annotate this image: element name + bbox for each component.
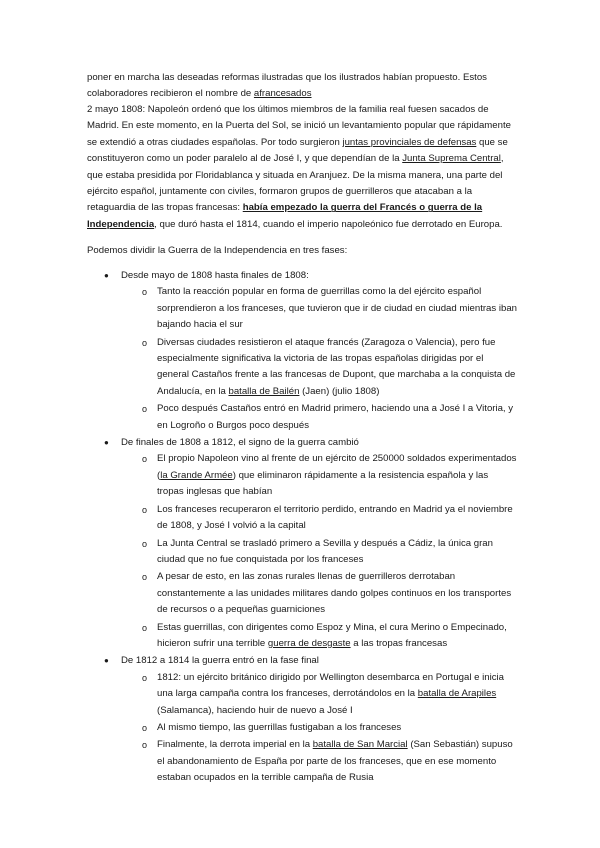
item-text: Poco después Castaños entró en Madrid primero, haciendo una a José I a Vitoria, y en Logroño o Burgos poco después [157, 403, 514, 431]
circle-bullet-icon: o [142, 538, 148, 549]
batalla-arapiles-link[interactable]: batalla de Arapiles [417, 688, 497, 700]
item-text: Estas guerrillas, con dirigentes como Espoz y Mina, el cura Merino o Empecinado, hicieron sufrir una terrible [157, 621, 507, 649]
circle-bullet-icon: o [142, 337, 148, 348]
paragraph-text: , que duró hasta el 1814, cuando el imperio napoleónico fue derrotado en Europa. [154, 218, 503, 230]
bullet-icon: ● [104, 438, 109, 448]
phase-3-items [87, 670, 517, 787]
circle-bullet-icon: o [142, 572, 148, 583]
item-text: Finalmente, la derrota imperial en la [157, 739, 313, 751]
phase-title: Desde mayo de 1808 hasta finales de 1808: [121, 270, 309, 281]
bullet-icon: ● [104, 271, 109, 280]
paragraph-text: 2 mayo 1808: Napoleón ordenó que los últimos miembros de la familia real fuesen sacados de Madrid. En este momento, en la Puerta del Sol, se inició un levantamiento popular que rápidamente se extendió a otras ciudades españolas. Por todo surgieron [87, 104, 511, 148]
phases-list [87, 268, 517, 787]
phase-2 [87, 435, 517, 652]
mayo-1808-paragraph [87, 102, 517, 233]
list-item [87, 670, 517, 719]
item-text: A pesar de esto, en las zonas rurales llenas de guerrilleros derrotaban constantemente a las unidades militares dando golpes continuos en los transportes de recursos o a pequeñas guarniciones [157, 571, 512, 616]
item-text: (Salamanca), haciendo huir de nuevo a José I [157, 704, 353, 716]
phases-intro: Podemos dividir la Guerra de la Independencia en tres fases: [87, 245, 348, 256]
circle-bullet-icon: o [142, 504, 148, 515]
item-text: 1812: un ejército británico dirigido por Wellington desembarca en Portugal e inicia una larga campaña contra los franceses, derrotándolos en la [157, 671, 505, 700]
intro-paragraph [87, 70, 517, 103]
list-item [87, 569, 517, 618]
item-text: El propio Napoleon vino al frente de un ejército de 250000 soldados experimentados ( [157, 453, 517, 481]
list-item [87, 536, 517, 569]
item-text: (San Sebastián) supuso el abandonamiento de España por parte de los franceses, que en ese momento estaban ocupados en la terrible campaña de Rusia [157, 739, 513, 784]
phase-3 [87, 653, 517, 786]
circle-bullet-icon: o [142, 740, 148, 751]
item-text: Tanto la reacción popular en forma de guerrillas como la del ejército español sorprendieron a los franceses, que tuvieron que ir de ciudad en ciudad mientras iban bajando hacia el sur [157, 286, 517, 331]
item-text: a las tropas francesas [350, 637, 448, 649]
juntas-provinciales-link[interactable]: juntas provinciales de defensas [342, 136, 477, 148]
list-item [87, 401, 517, 434]
guerra-independencia-link[interactable]: había empezado la guerra del Francés o guerra de la Independencia [87, 202, 483, 230]
afrancesados-link[interactable]: afrancesados [253, 88, 312, 100]
grande-armee-link[interactable]: la Grande Armée [160, 469, 233, 481]
circle-bullet-icon: o [142, 454, 148, 465]
phase-title: De 1812 a 1814 la guerra entró en la fase final [121, 655, 319, 667]
paragraph-text: , que estaba presidida por Floridablanca y situada en Aranjuez. De la misma manera, una parte del ejército español, juntamente con civiles, formaron grupos de guerrilleros que atacaban a la retaguardia de las tropas francesas: [87, 153, 504, 214]
item-text: La Junta Central se trasladó primero a Sevilla y después a Cádiz, la única gran ciudad que no fue conquistada por los franceses [157, 537, 493, 565]
list-item [87, 335, 517, 401]
list-item [87, 451, 517, 500]
bullet-icon: ● [104, 656, 109, 666]
circle-bullet-icon: o [142, 404, 148, 415]
list-item [87, 720, 517, 736]
item-text: Al mismo tiempo, las guerrillas fustigaban a los franceses [157, 721, 402, 733]
circle-bullet-icon: o [142, 672, 148, 683]
phase-2-items [87, 451, 517, 652]
item-text: ) que eliminaron rápidamente a la resistencia española y las tropas inglesas que habían [157, 469, 489, 498]
list-item [87, 284, 517, 333]
phase-title: De finales de 1808 a 1812, el signo de la guerra cambió [121, 437, 359, 449]
batalla-san-marcial-link[interactable]: batalla de San Marcial [312, 739, 408, 751]
circle-bullet-icon: o [142, 622, 148, 633]
guerra-desgaste-link[interactable]: guerra de desgaste [267, 637, 351, 649]
junta-suprema-central-link[interactable]: Junta Suprema Central [402, 153, 501, 165]
phase-1 [87, 268, 517, 434]
item-text: Los franceses recuperaron el territorio perdido, entrando en Madrid ya el noviembre de 1808, y José I volvió a la capital [157, 503, 513, 532]
item-text: (Jaen) (julio 1808) [299, 385, 380, 397]
circle-bullet-icon: o [142, 722, 148, 733]
batalla-bailen-link[interactable]: batalla de Bailén [228, 385, 300, 397]
list-item [87, 737, 517, 786]
paragraph-text: que se constituyeron como un poder paralelo al de José I, y que dependían de la [87, 136, 508, 165]
list-item [87, 620, 517, 653]
intro-text: poner en marcha las deseadas reformas ilustradas que los ilustrados habían propuesto. Estos colaboradores recibieron el nombre de [87, 72, 487, 100]
phase-1-items [87, 284, 517, 434]
circle-bullet-icon: o [142, 287, 148, 298]
item-text: Diversas ciudades resistieron el ataque francés (Zaragoza o Valencia), pero fue especialmente significativa la victoria de las tropas españolas dirigidas por el general Castaños frente a las francesas de Dupont, que marchaba a la conquista de Andalucía, en la [157, 336, 516, 397]
list-item [87, 502, 517, 535]
